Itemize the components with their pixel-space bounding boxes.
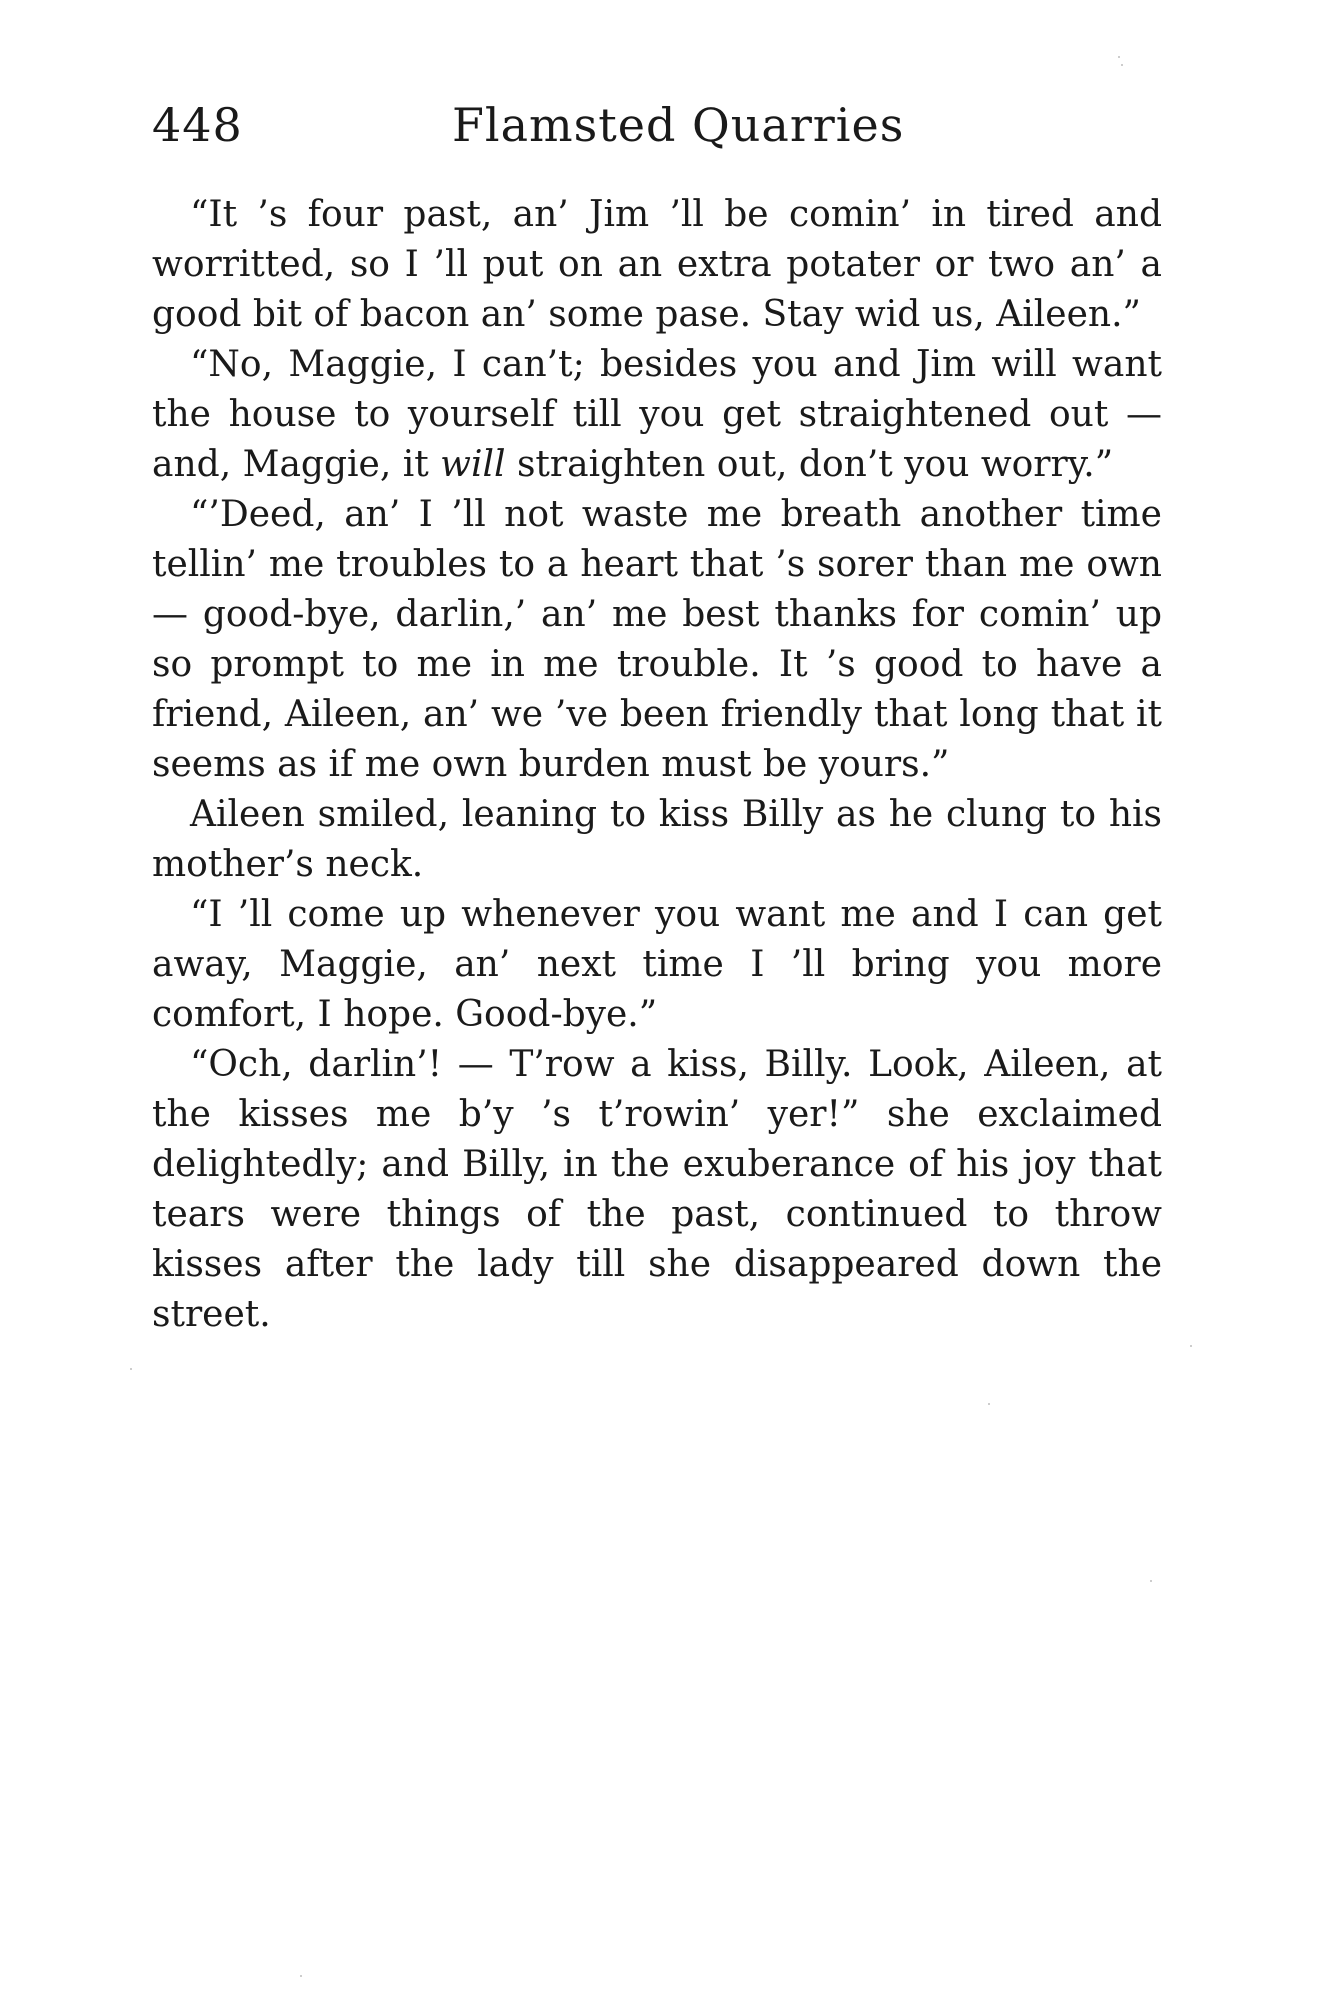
running-title: Flamsted Quarries	[452, 98, 905, 152]
paragraph-2-text: “No, Maggie, I can’t; besides you and Jim will want the house to yourself till you get straightened out	[152, 344, 1162, 435]
paragraph-5: “I ’ll come up whenever you want me and I can get away, Maggie, an’ next time I ’ll bring you more comfort, I hope. Good-bye.”	[152, 894, 1162, 1035]
page-header	[152, 98, 1162, 158]
emphasis-will: will	[440, 444, 506, 485]
paragraph-2-after: straighten out, don’t you worry.”	[516, 444, 1114, 485]
paper-speck	[130, 1368, 132, 1370]
paragraph-3: “’Deed, an’ I ’ll not waste me breath another time tellin’ me troubles to a heart that ’s sorer than me own — good-bye, darlin,’ an’ me best thanks for comin’ up so prompt to me in me trouble. It ’s good to have a friend, Aileen, an’ we ’ve been friendly that long that it seems as if me own burden must be yours.”	[152, 494, 1162, 785]
paragraph-4: Aileen smiled, leaning to kiss Billy as he clung to his mother’s neck.	[152, 794, 1162, 885]
paper-speck	[1190, 1345, 1192, 1347]
paper-speck	[988, 1403, 990, 1405]
paragraph-2-before: — and, Maggie, it	[152, 394, 1162, 485]
paper-speck	[300, 1975, 302, 1977]
paper-speck	[1150, 1580, 1152, 1582]
paragraph-1: “It ’s four past, an’ Jim ’ll be comin’ in tired and worritted, so I ’ll put on an extra potater or two an’ a good bit of bacon an’ some pase. Stay wid us, Aileen.”	[152, 194, 1162, 335]
paper-speck	[1121, 64, 1123, 66]
page-number: 448	[152, 98, 243, 152]
paragraph-2	[152, 340, 1162, 490]
body-text	[152, 190, 1162, 1340]
paragraph-6: “Och, darlin’! — T’row a kiss, Billy. Look, Aileen, at the kisses me b’y ’s t’rowin’ yer!” she exclaimed delightedly; and Billy, in the exuberance of his joy that tears were things of the past, continued to throw kisses after the lady till she disappeared down the street.	[152, 1044, 1162, 1335]
paper-speck	[1118, 56, 1120, 58]
